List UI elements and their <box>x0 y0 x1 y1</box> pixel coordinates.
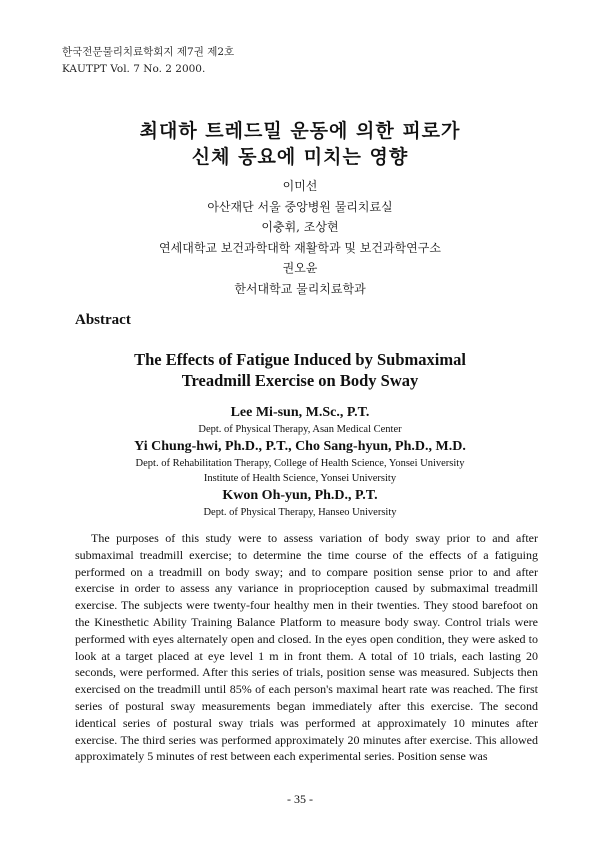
abstract-heading: Abstract <box>75 312 131 328</box>
korean-title-line-2: 신체 동요에 미치는 영향 <box>191 146 409 168</box>
korean-affiliation-1: 아산재단 서울 중앙병원 물리치료실 <box>207 199 393 214</box>
author-name-1: Lee Mi-sun, M.Sc., P.T. <box>230 405 370 420</box>
korean-title-line-1: 최대하 트레드밀 운동에 의한 피로가 <box>139 120 461 142</box>
english-authors-block <box>0 404 600 521</box>
english-title-line-1: The Effects of Fatigue Induced by Submaximal <box>134 350 466 369</box>
korean-title <box>0 118 600 170</box>
abstract-body: The purposes of this study were to assess variation of body sway prior to and after submaximal treadmill exercise; to determine the time course of the effects of a fatiguing performed on a treadmill on body sway; and to compare position sense prior to and after exercise in order to assess any variance in proprioception caused by submaximal treadmill exercise. The subjects were twenty-four healthy men in their twenties. They stood barefoot on the Kinesthetic Ability Training Balance Platform to measure body sway. Control trials were performed with eyes alternately open and closed. In the eyes open condition, they were asked to look at a target placed at eye level 1 m in front them. A total of 10 trials, each lasting 20 seconds, were performed. After this series of trials, position sense was measured. Subjects then exercised on the treadmill until 85% of each person's maximal heart rate was reached. The first series of postural sway measurements began immediately after this exercise. The second identical series of postural sway trials was performed at approximately 10 minutes after exercise. The third series was performed approximately 20 minutes after exercise. This allowed approximately 5 minutes of rest between each experimental series. Position sense was <box>75 531 538 764</box>
journal-header <box>62 44 234 78</box>
author-affiliation-2a: Dept. of Rehabilitation Therapy, College of Health Science, Yonsei University <box>135 458 465 469</box>
korean-authors-block <box>0 176 600 299</box>
english-title-line-2: Treadmill Exercise on Body Sway <box>181 371 419 390</box>
journal-volume-english: KAUTPT Vol. 7 No. 2 2000. <box>62 63 206 75</box>
page-number: - 35 - <box>287 792 313 806</box>
korean-author-2: 이충휘, 조상현 <box>261 220 339 234</box>
author-name-2: Yi Chung-hwi, Ph.D., P.T., Cho Sang-hyun, Ph.D., M.D. <box>134 439 466 454</box>
journal-name-korean: 한국전문물리치료학회지 제7권 제2호 <box>62 46 235 58</box>
author-affiliation-3: Dept. of Physical Therapy, Hanseo University <box>203 507 397 518</box>
author-name-3: Kwon Oh-yun, Ph.D., P.T. <box>222 488 378 503</box>
author-affiliation-1: Dept. of Physical Therapy, Asan Medical Center <box>198 424 402 435</box>
author-affiliation-2b: Institute of Health Science, Yonsei University <box>203 473 397 484</box>
korean-affiliation-2: 연세대학교 보건과학대학 재활학과 및 보건과학연구소 <box>159 240 441 255</box>
english-title <box>0 349 600 391</box>
korean-affiliation-3: 한서대학교 물리치료학과 <box>234 281 366 296</box>
korean-author-1: 이미선 <box>282 179 318 193</box>
korean-author-3: 권오윤 <box>282 261 318 275</box>
